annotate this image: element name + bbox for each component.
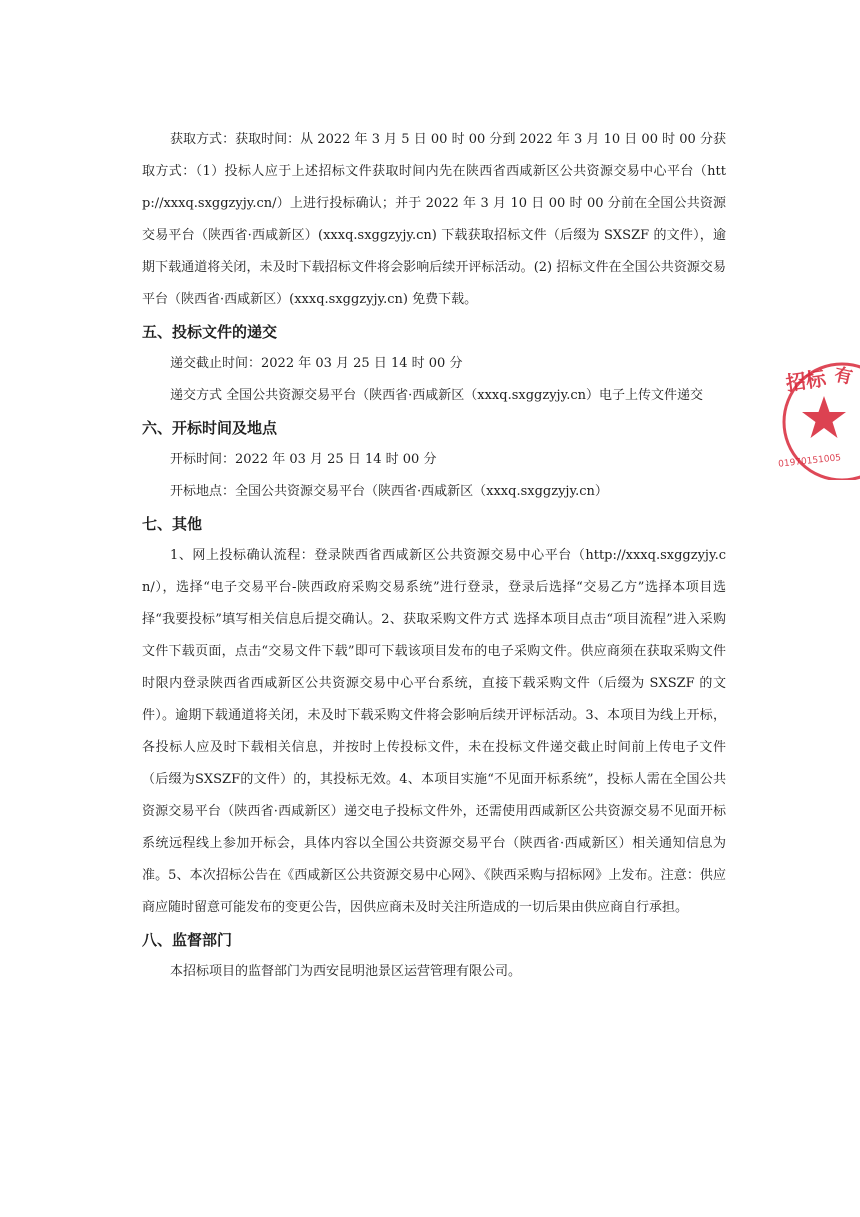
- section5-deadline: 递交截止时间：2022 年 03 月 25 日 14 时 00 分: [170, 356, 463, 371]
- section8-paragraph: 本招标项目的监督部门为西安昆明池景区运营管理有限公司。: [170, 964, 522, 979]
- section4-paragraph: 获取方式：获取时间：从 2022 年 3 月 5 日 00 时 00 分到 2022 年 3 月 10 日 00 时 00 分获取方式：（1）投标人应于上述招标文件获取时间内先在陕西省西咸新区公共资源交易中心平台（http://xxxq.sxggzyjy.cn/）上进行投标确认；并于 2022 年 3 月 10 日 00 时 00 分前在全国公共资源交易平台（陕西省·西咸新区）(xxxq.sxggzyjy.cn) 下载获取招标文件（后缀为 SXSZF 的文件），逾期下载通道将关闭，未及时下载招标文件将会影响后续开评标活动。(2) 招标文件在全国公共资源交易平台（陕西省·西咸新区）(xxxq.sxggzyjy.cn) 免费下载。: [142, 132, 726, 307]
- section6-heading: 六、开标时间及地点: [142, 419, 278, 437]
- official-seal-stamp: [774, 360, 860, 480]
- svg-text:01970151005: 01970151005: [777, 453, 842, 470]
- section6-time: 开标时间：2022 年 03 月 25 日 14 时 00 分: [170, 452, 437, 467]
- svg-text:招标: 招标: [784, 366, 828, 396]
- svg-text:有: 有: [832, 364, 855, 389]
- section5-heading: 五、投标文件的递交: [142, 323, 278, 341]
- section5-method: 递交方式 全国公共资源交易平台（陕西省·西咸新区（xxxq.sxggzyjy.cn）电子上传文件递交: [170, 388, 703, 403]
- document-body: [142, 124, 726, 988]
- section7-paragraph: 1、网上投标确认流程：登录陕西省西咸新区公共资源交易中心平台（http://xxxq.sxggzyjy.cn/），选择“电子交易平台-陕西政府采购交易系统”进行登录，登录后选择“交易乙方”选择本项目选择“我要投标”填写相关信息后提交确认。2、获取采购文件方式 选择本项目点击“项目流程”进入采购文件下载页面，点击“交易文件下载”即可下载该项目发布的电子采购文件。供应商须在获取采购文件时限内登录陕西省西咸新区公共资源交易中心平台系统，直接下载采购文件（后缀为 SXSZF 的文件）。逾期下载通道将关闭，未及时下载采购文件将会影响后续开评标活动。3、本项目为线上开标，各投标人应及时下载相关信息，并按时上传投标文件，未在投标文件递交截止时间前上传电子文件（后缀为SXSZF的文件）的，其投标无效。4、本项目实施“不见面开标系统”，投标人需在全国公共资源交易平台（陕西省·西咸新区）递交电子投标文件外，还需使用西咸新区公共资源交易不见面开标系统远程线上参加开标会，具体内容以全国公共资源交易平台（陕西省·西咸新区）相关通知信息为准。5、本次招标公告在《西咸新区公共资源交易中心网》、《陕西采购与招标网》上发布。注意：供应商应随时留意可能发布的变更公告，因供应商未及时关注所造成的一切后果由供应商自行承担。: [142, 548, 726, 915]
- section7-heading: 七、其他: [142, 515, 203, 533]
- section6-place: 开标地点：全国公共资源交易平台（陕西省·西咸新区（xxxq.sxggzyjy.cn）: [170, 484, 608, 499]
- seal-icon: [774, 360, 860, 480]
- section8-heading: 八、监督部门: [142, 931, 233, 949]
